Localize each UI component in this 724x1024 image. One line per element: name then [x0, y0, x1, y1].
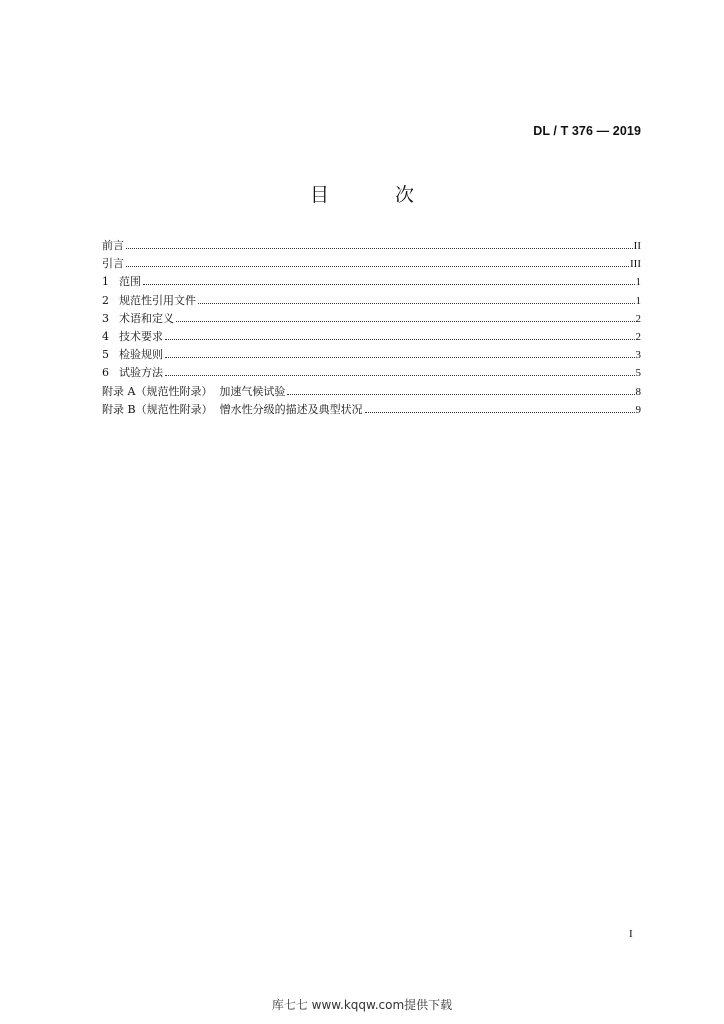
dot-leader [176, 321, 635, 322]
toc-entry-label: 检验规则 [119, 348, 163, 362]
toc-entry-number: 2 [102, 293, 109, 307]
toc-entry[interactable] [102, 383, 641, 401]
toc-entry[interactable] [102, 255, 641, 273]
toc-entry-number: 6 [102, 366, 109, 380]
toc-entry-page: 3 [635, 349, 641, 362]
toc-entry-label: 术语和定义 [119, 311, 174, 325]
page-number: I [629, 928, 633, 940]
toc-entry-number: 3 [102, 311, 109, 325]
toc-entry-label: 附录 A（规范性附录） 加速气候试验 [102, 384, 286, 398]
dot-leader [198, 303, 635, 304]
dot-leader [365, 412, 635, 413]
standard-code: DL / T 376 — 2019 [533, 124, 641, 138]
download-source-footer: 库七七 www.kqqw.com提供下载 [271, 998, 453, 1012]
dot-leader [287, 394, 634, 395]
toc-entry[interactable] [102, 346, 641, 364]
table-of-contents [102, 237, 641, 419]
toc-entry-label: 附录 B（规范性附录） 憎水性分级的描述及典型状况 [102, 402, 363, 416]
dot-leader [165, 339, 635, 340]
toc-entry-page: II [633, 240, 641, 252]
toc-entry-number: 1 [102, 275, 109, 289]
toc-entry-label: 试验方法 [119, 366, 163, 380]
toc-entry-label: 规范性引用文件 [119, 293, 196, 307]
toc-entry-number: 4 [102, 330, 109, 344]
toc-entry-label: 技术要求 [119, 330, 163, 344]
toc-entry-page: 2 [635, 312, 641, 325]
toc-entry-label: 前言 [102, 239, 124, 252]
toc-entry[interactable] [102, 273, 641, 291]
dot-leader [165, 375, 635, 376]
dot-leader [143, 284, 635, 285]
toc-entry-number: 5 [102, 348, 109, 362]
dot-leader [126, 266, 629, 267]
toc-entry-page: 2 [635, 331, 641, 344]
toc-entry[interactable] [102, 328, 641, 346]
toc-entry[interactable] [102, 310, 641, 328]
toc-entry-label: 引言 [102, 257, 124, 271]
toc-entry-page: 9 [635, 403, 641, 416]
toc-entry-page: III [630, 258, 641, 271]
toc-entry-label: 范围 [119, 275, 141, 289]
toc-entry[interactable] [102, 364, 641, 382]
toc-entry-page: 1 [635, 294, 641, 307]
dot-leader [126, 248, 633, 249]
page-title: 目 次 [309, 184, 445, 206]
toc-entry[interactable] [102, 292, 641, 310]
toc-entry[interactable] [102, 401, 641, 419]
toc-entry[interactable] [102, 237, 641, 255]
toc-entry-page: 1 [635, 276, 641, 289]
toc-entry-page: 8 [635, 385, 641, 398]
dot-leader [165, 357, 635, 358]
toc-entry-page: 5 [635, 367, 641, 380]
